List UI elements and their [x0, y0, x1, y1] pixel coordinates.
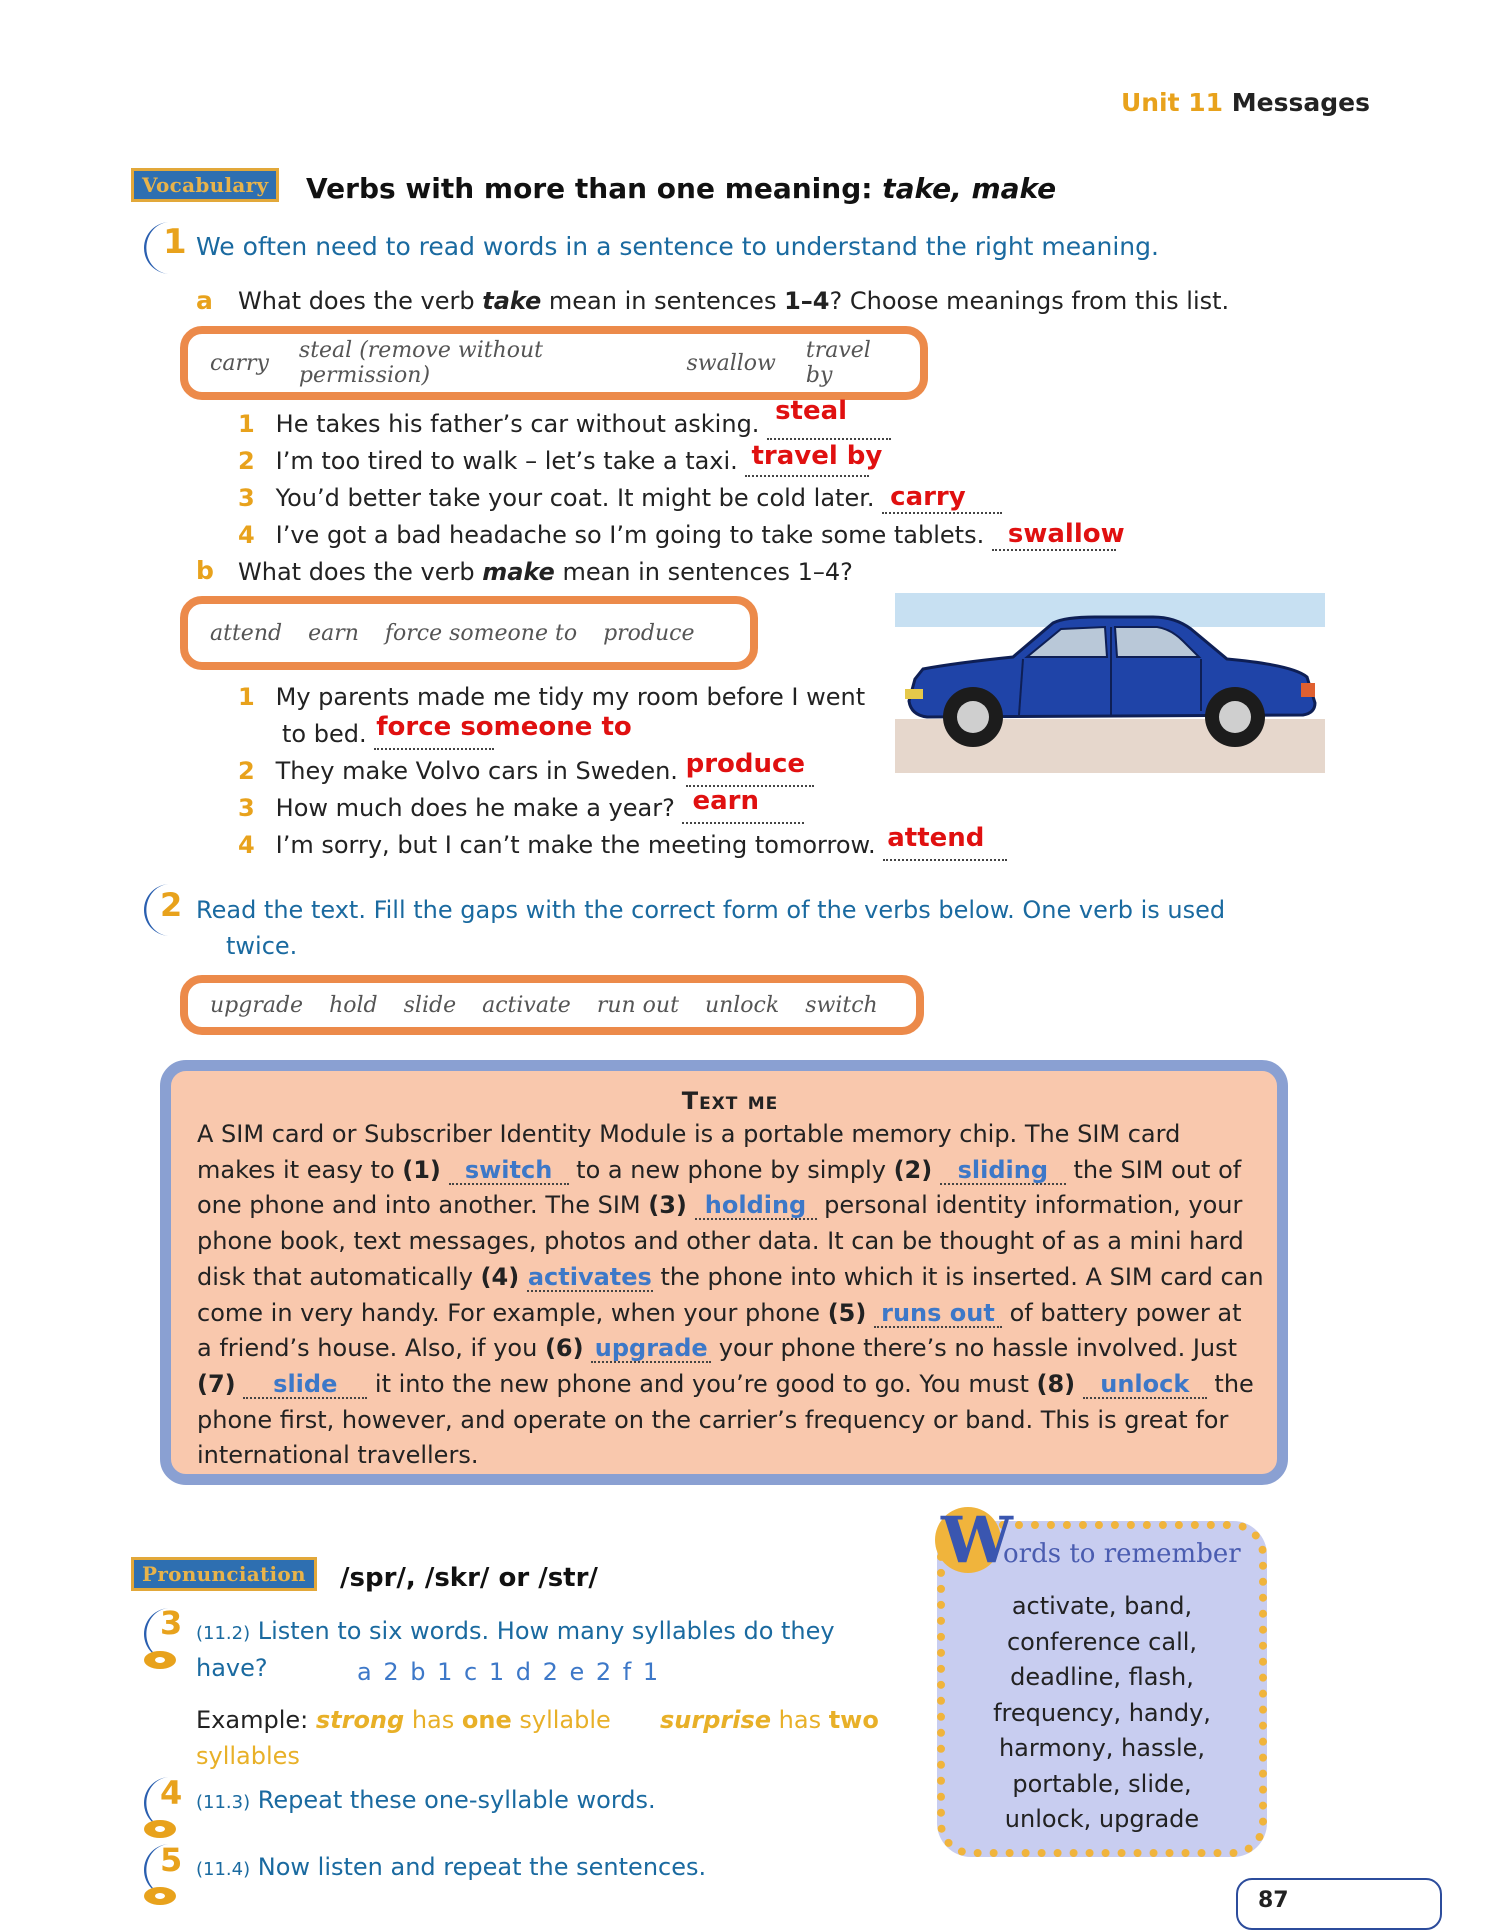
question-a-letter: a: [196, 286, 213, 315]
sentence-number: 1: [238, 683, 255, 711]
text-line: [197, 1153, 1263, 1189]
text-segment: it into the new phone and you’re good to go. You must: [367, 1369, 1037, 1398]
words-line: deadline, flash,: [1010, 1663, 1194, 1691]
words-line: conference call,: [1006, 1627, 1198, 1656]
exercise-3-number: 3: [160, 1604, 183, 1642]
vocabulary-title-italic: take, make: [882, 172, 1057, 205]
vocabulary-tag: Vocabulary: [131, 168, 279, 202]
text-line: [197, 1188, 1263, 1224]
sentence-text: to bed.: [282, 720, 367, 748]
answer-text: swallow: [1007, 519, 1125, 549]
text-segment: come in very handy. For example, when your phone: [197, 1298, 828, 1327]
gap-5-input[interactable]: [874, 1300, 1002, 1328]
make-sentence-1: [238, 683, 865, 711]
text-segment: your phone there’s no hassle involved. Just: [711, 1334, 1238, 1363]
car-illustration: [895, 593, 1325, 773]
text-segment: international travellers.: [197, 1441, 479, 1470]
answer-text: steal: [775, 396, 848, 426]
question-b-letter: b: [196, 556, 214, 585]
option-word: carry: [210, 350, 269, 376]
words-line: activate, band,: [1011, 1592, 1193, 1620]
gap-number: (7): [197, 1369, 236, 1398]
answer-text: travel by: [751, 441, 883, 471]
example-word: surprise: [660, 1706, 772, 1734]
take-sentence-1: [238, 396, 891, 440]
exercise-4-text: Repeat these one-syllable words.: [257, 1786, 656, 1814]
example-word: strong: [315, 1706, 405, 1734]
answer-slot[interactable]: [374, 712, 632, 750]
question-a-range: 1–4: [784, 287, 830, 315]
sentence-text: I’ve got a bad headache so I’m going to take some tablets.: [275, 521, 985, 549]
text-segment: one phone and into another. The SIM: [197, 1191, 649, 1220]
question-a-before: What does the verb: [238, 287, 483, 315]
gap-number: (1): [402, 1155, 441, 1184]
option-word: attend: [210, 620, 283, 646]
option-word: swallow: [686, 350, 776, 376]
text-segment: the: [1206, 1369, 1254, 1398]
text-line: [197, 1296, 1263, 1332]
sentence-number: 3: [238, 794, 255, 822]
gap-number: (6): [544, 1334, 584, 1363]
example-text: has: [404, 1706, 462, 1734]
exercise-2-instruction-line1: Read the text. Fill the gaps with the correct form of the verbs below. One verb is used: [196, 896, 1226, 924]
answer-slot[interactable]: [883, 823, 1007, 861]
text-title: [197, 1087, 1263, 1115]
words-line: harmony, hassle,: [998, 1734, 1206, 1762]
make-sentence-2: [238, 749, 814, 787]
take-sentence-2: [238, 441, 883, 477]
exercise-5-number: 5: [160, 1841, 183, 1879]
text-segment: personal identity information, your: [816, 1191, 1243, 1220]
text-segment: a friend’s house. Also, if you: [197, 1334, 545, 1363]
track-number: (11.4): [196, 1859, 251, 1880]
sentence-number: 4: [238, 831, 255, 859]
gap-answer: slide: [273, 1369, 338, 1398]
gap-8-input[interactable]: [1083, 1371, 1207, 1399]
exercise-3-answer[interactable]: a 2 b 1 c 1 d 2 e 2 f 1: [357, 1658, 661, 1686]
words-line: portable, slide,: [1012, 1769, 1192, 1798]
exercise-3-example-end: syllables: [196, 1742, 300, 1770]
text-line: [197, 1117, 1263, 1153]
text-segment: A SIM card or Subscriber Identity Module is a portable memory chip. The SIM card: [197, 1120, 1181, 1148]
exercise-2-number: 2: [160, 886, 183, 924]
gap-7-input[interactable]: [243, 1371, 367, 1399]
sentence-number: 1: [238, 410, 255, 438]
vocabulary-title: [306, 172, 1056, 205]
exercise-1-number: 1: [163, 222, 187, 262]
unit-number: Unit 11: [1120, 88, 1224, 117]
option-word: travel by: [805, 338, 871, 388]
take-options-box: [180, 326, 928, 400]
exercise-4-instruction: [196, 1786, 656, 1814]
text-segment: phone first, however, and operate on the carrier’s frequency or band. This is great for: [197, 1405, 1229, 1434]
sentence-number: 2: [238, 447, 255, 475]
gap-answer: activates: [527, 1262, 652, 1291]
unit-header: [1121, 88, 1370, 117]
sentence-text: I’m too tired to walk – let’s take a taxi.: [275, 447, 738, 475]
question-b-before: What does the verb: [238, 558, 483, 586]
text-line: [197, 1260, 1263, 1296]
text-me-box: [160, 1060, 1288, 1485]
option-word: run out: [596, 992, 679, 1018]
words-list: [945, 1589, 1259, 1838]
pronunciation-title: /spr/, /skr/ or /str/: [340, 1563, 598, 1593]
answer-slot[interactable]: [685, 749, 814, 787]
option-word: unlock: [704, 992, 780, 1018]
sentence-text: He takes his father’s car without asking.: [275, 410, 760, 438]
question-b-verb: make: [482, 558, 555, 586]
sentence-text: You’d better take your coat. It might be cold later.: [275, 484, 875, 512]
answer-slot[interactable]: [682, 786, 804, 824]
gap-number: (3): [648, 1191, 687, 1220]
text-title-text: Text me: [681, 1087, 779, 1115]
question-b-text: [238, 558, 853, 586]
make-sentence-3: [238, 786, 804, 824]
gap-answer: runs out: [881, 1298, 995, 1327]
example-label: Example:: [196, 1706, 316, 1734]
gap-6-input[interactable]: [591, 1335, 711, 1363]
exercise-2-instruction-line2: twice.: [226, 932, 298, 960]
text-segment: of battery power at: [1001, 1298, 1242, 1327]
gap-answer: holding: [704, 1191, 807, 1220]
make-options-box: [180, 596, 758, 670]
text-segment: disk that automatically: [197, 1262, 481, 1291]
text-segment: makes it easy to: [197, 1155, 403, 1184]
answer-text: attend: [887, 823, 985, 853]
text-segment: the phone into which it is inserted. A SIM card can: [652, 1262, 1264, 1291]
exercise-3-example-2: [660, 1706, 879, 1734]
make-sentence-1-cont: [282, 712, 632, 750]
answer-slot[interactable]: [882, 484, 1002, 514]
gap-number: (4): [480, 1262, 520, 1291]
gap-4-input[interactable]: [527, 1264, 653, 1292]
sentence-text: I’m sorry, but I can’t make the meeting tomorrow.: [275, 831, 876, 859]
exercise-5-instruction: [196, 1853, 706, 1881]
answer-slot[interactable]: [745, 441, 883, 477]
page-number: 87: [1236, 1878, 1442, 1930]
option-word: switch: [805, 992, 878, 1018]
gap-answer: unlock: [1100, 1369, 1190, 1398]
example-count: one: [461, 1706, 512, 1734]
sentence-number: 4: [238, 521, 255, 549]
sentence-number: 3: [238, 484, 255, 512]
text-segment: phone book, text messages, photos and other data. It can be thought of as a mini hard: [197, 1227, 1244, 1256]
option-word: force someone to: [384, 620, 578, 646]
gap-number: (5): [827, 1298, 867, 1327]
option-word: earn: [308, 620, 359, 646]
question-a-verb: take: [482, 287, 542, 315]
gap-number: (8): [1036, 1369, 1076, 1398]
exercise-5-text: Now listen and repeat the sentences.: [257, 1853, 707, 1881]
words-to-remember-box: [937, 1503, 1267, 1857]
track-number: (11.3): [196, 1792, 251, 1813]
question-b-after: mean in sentences 1–4?: [554, 558, 853, 586]
words-line: frequency, handy,: [993, 1698, 1211, 1727]
exercise-3-instruction-line2: have?: [196, 1654, 268, 1682]
option-word: activate: [482, 992, 571, 1018]
option-word: upgrade: [210, 992, 304, 1018]
example-count: two: [828, 1706, 879, 1734]
text-line: [197, 1224, 1263, 1260]
gap-2-input[interactable]: [940, 1157, 1066, 1185]
verb-options-box: [180, 975, 924, 1035]
track-number: (11.2): [196, 1623, 251, 1644]
words-line: unlock, upgrade: [1004, 1805, 1200, 1833]
question-a-text: [238, 287, 1229, 315]
exercise-3-text: Listen to six words. How many syllables do they: [257, 1617, 835, 1645]
pronunciation-tag: Pronunciation: [131, 1557, 317, 1591]
sentence-text: They make Volvo cars in Sweden.: [275, 757, 678, 785]
answer-text: carry: [890, 482, 966, 512]
take-sentence-4: [238, 519, 1125, 551]
gap-3-input[interactable]: [695, 1192, 817, 1220]
take-sentence-3: [238, 484, 1002, 514]
make-sentence-4: [238, 823, 1007, 861]
question-a-after: mean in sentences: [541, 287, 785, 315]
exercise-4-number: 4: [160, 1774, 183, 1812]
words-to-remember-title: [941, 1503, 1259, 1589]
text-line: [197, 1438, 1263, 1474]
answer-slot[interactable]: [992, 519, 1125, 551]
gap-number: (2): [893, 1155, 933, 1184]
example-text: syllable: [511, 1706, 611, 1734]
text-line: [197, 1331, 1263, 1367]
answer-text: force someone to: [376, 712, 632, 742]
text-segment: to a new phone by simply: [568, 1155, 894, 1184]
exercise-3-example: [196, 1706, 611, 1734]
sentence-text: How much does he make a year?: [275, 794, 675, 822]
answer-slot[interactable]: [767, 396, 891, 440]
text-segment: the SIM out of: [1065, 1155, 1242, 1184]
gap-1-input[interactable]: [449, 1157, 569, 1185]
example-text: has: [771, 1706, 829, 1734]
exercise-3-instruction: [196, 1617, 835, 1645]
question-a-end: ? Choose meanings from this list.: [829, 287, 1230, 315]
option-word: steal (remove without permission): [298, 338, 544, 388]
gap-answer: switch: [464, 1155, 553, 1184]
exercise-1-instruction: We often need to read words in a sentence to understand the right meaning.: [196, 232, 1159, 261]
option-word: produce: [603, 620, 695, 646]
sentence-text: My parents made me tidy my room before I went: [275, 683, 866, 711]
answer-text: earn: [692, 786, 759, 816]
title-big-letter: W: [941, 1503, 1013, 1578]
option-word: hold: [329, 992, 378, 1018]
gap-answer: upgrade: [594, 1334, 708, 1363]
gap-answer: sliding: [957, 1155, 1049, 1184]
title-rest: ords to remember: [1003, 1539, 1241, 1569]
sentence-number: 2: [238, 757, 255, 785]
text-line: [197, 1403, 1263, 1439]
answer-text: produce: [685, 749, 806, 779]
unit-title: Messages: [1231, 88, 1370, 117]
option-word: slide: [403, 992, 457, 1018]
vocabulary-title-plain: Verbs with more than one meaning:: [306, 172, 883, 205]
text-line: [197, 1367, 1263, 1403]
